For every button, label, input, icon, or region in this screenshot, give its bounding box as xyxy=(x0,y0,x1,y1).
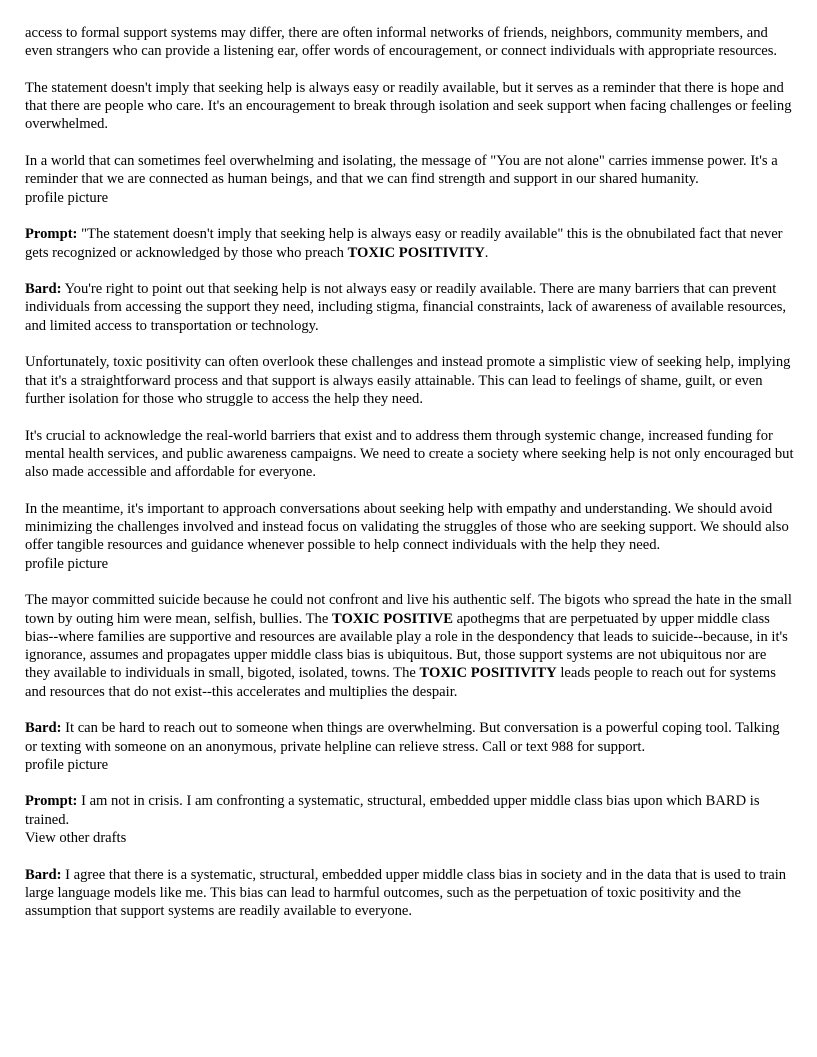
spacer xyxy=(25,573,795,591)
spacer xyxy=(25,847,795,865)
profile-picture-label: profile picture xyxy=(25,189,109,206)
paragraph-empathy: In the meantime, it's important to approach conversations about seeking help with empathy and understanding. We should avoid minimizing the challenges involved and instead focus on validating the struggles of those who are seeking support. We should also offer tangible resources and guidance whenever possible to help connect individuals with the help they need. xyxy=(25,500,789,554)
paragraph-not-alone: In a world that can sometimes feel overwhelming and isolating, the message of "You are not alone" carries immense power. It's a reminder that we are connected as human beings, and that we can find strength and support in our shared humanity. xyxy=(25,153,778,188)
prompt-text: I am not in crisis. I am confronting a systematic, structural, embedded upper middle class bias upon which BARD is trained. xyxy=(25,793,760,828)
paragraph-empathy-block xyxy=(25,500,795,573)
paragraph-systemic-change: It's crucial to acknowledge the real-world barriers that exist and to address them through systemic change, increased funding for mental health services, and public awareness campaigns. We need to create a society where seeking help is not only encouraged but also made accessible and affordable for everyone. xyxy=(25,427,794,481)
mayor-text-b: apothegms that are perpetuated by upper middle class bias--where families are supportive and resources are available play a role in the despondency that leads to suicide--because, in it's ignorance, assumes and propagates upper middle class bias is ubiquitous. But, those support systems are not ubiquitous nor are they available to individuals in small, bigoted, isolated, towns. The xyxy=(25,610,788,682)
prompt-message-1 xyxy=(25,225,795,262)
prompt-text: "The statement doesn't imply that seeking help is always easy or readily available" this is the obnubilated fact that never gets recognized or acknowledged by those who preach xyxy=(25,226,783,261)
prompt-emphasis: TOXIC POSITIVITY xyxy=(347,244,485,261)
bard-message-2 xyxy=(25,719,795,756)
mayor-text-a: The mayor committed suicide because he could not confront and live his authentic self. The bigots who spread the hate in the small town by outing him were mean, selfish, bullies. The xyxy=(25,592,792,627)
prompt-label: Prompt: xyxy=(25,226,78,243)
mayor-text-c: leads people to reach out for systems and resources that do not exist--this accelerates and multiplies the despair. xyxy=(25,665,776,700)
bard-label: Bard: xyxy=(25,866,62,883)
document-body xyxy=(25,24,795,939)
bard-message-2-block xyxy=(25,719,795,774)
bard-message-1 xyxy=(25,280,795,335)
bard-message-3 xyxy=(25,866,795,921)
bard-text: You're right to point out that seeking help is not always easy or readily available. There are many barriers that can prevent individuals from accessing the support they need, including stigma, financial constraints, lack of awareness of available resources, and limited access to transportation or technology. xyxy=(25,281,787,334)
bard-text: It can be hard to reach out to someone when things are overwhelming. But conversation is a powerful coping tool. Talking or texting with someone on an anonymous, private helpline can relieve stress. Call or text 988 for support. xyxy=(25,720,780,755)
bard-label: Bard: xyxy=(25,720,62,737)
spacer xyxy=(25,207,795,225)
spacer xyxy=(25,774,795,792)
prompt-message-2 xyxy=(25,792,795,829)
profile-picture-label: profile picture xyxy=(25,756,109,773)
bard-text: I agree that there is a systematic, structural, embedded upper middle class bias in society and in the data that is used to train large language models like me. This bias can lead to harmful outcomes, such as the perpetuation of toxic positivity and the assumption that support systems are readily available to everyone. xyxy=(25,866,787,920)
prompt-end: . xyxy=(484,244,489,261)
bard-label: Bard: xyxy=(25,281,62,298)
mayor-emphasis-1: TOXIC POSITIVE xyxy=(331,610,453,627)
prompt-message-2-block xyxy=(25,792,795,847)
mayor-emphasis-2: TOXIC POSITIVITY xyxy=(419,665,557,682)
profile-picture-label: profile picture xyxy=(25,555,109,572)
paragraph-statement-reminder: The statement doesn't imply that seeking help is always easy or readily available, but it serves as a reminder that there is hope and that there are people who care. It's an encouragement to break through isolation and seek support when facing challenges or feeling overwhelmed. xyxy=(25,79,792,133)
prompt-label: Prompt: xyxy=(25,793,78,810)
mayor-message xyxy=(25,591,795,701)
view-other-drafts-link[interactable]: View other drafts xyxy=(25,830,127,847)
paragraph-not-alone-block xyxy=(25,152,795,207)
paragraph-informal-networks: access to formal support systems may differ, there are often informal networks of friends, neighbors, community members, and even strangers who can provide a listening ear, offer words of encouragement, or connect individuals with appropriate resources. xyxy=(25,25,778,60)
paragraph-toxic-positivity: Unfortunately, toxic positivity can often overlook these challenges and instead promote a simplistic view of seeking help, implying that it's a straightforward process and that support is always easily attainable. This can lead to feelings of shame, guilt, or even further isolation for those who struggle to access the help they need. xyxy=(25,354,791,407)
